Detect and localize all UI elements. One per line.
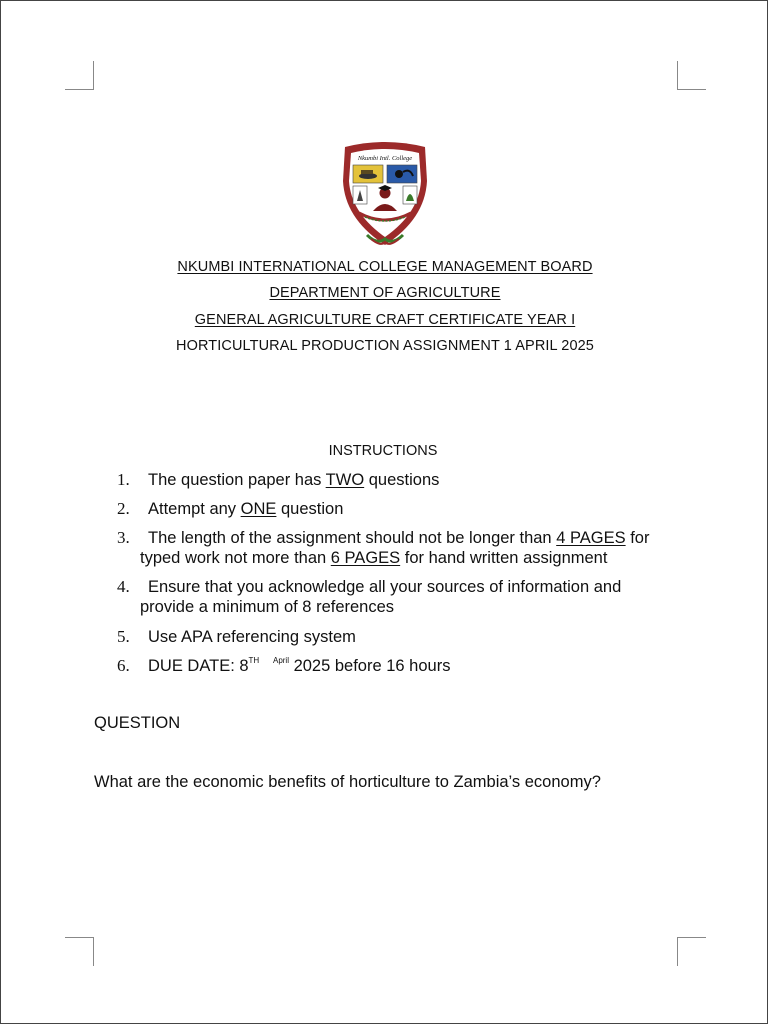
instruction-number: 2.	[117, 499, 130, 518]
college-crest-icon	[337, 141, 433, 251]
due-date-day: DUE DATE: 8	[148, 657, 249, 675]
instruction-text: question	[276, 500, 344, 518]
instruction-number: 1.	[117, 470, 130, 489]
instruction-text: provide a minimum of 8 references	[140, 598, 395, 616]
instruction-emphasis: ONE	[240, 500, 277, 518]
header-board-title: NKUMBI INTERNATIONAL COLLEGE MANAGEMENT BOARD	[177, 259, 593, 275]
instructions-title: INSTRUCTIONS	[328, 443, 438, 459]
due-date-ordinal: TH	[248, 656, 260, 665]
crop-mark-bottom-right	[677, 937, 706, 966]
instruction-text: The question paper has	[148, 471, 326, 489]
question-text: What are the economic benefits of horticulture to Zambia’s economy?	[94, 773, 601, 791]
due-date-month: April	[272, 656, 289, 665]
instruction-emphasis: 4 PAGES	[556, 529, 626, 547]
svg-text:Nkumbi Intl. College: Nkumbi Intl. College	[357, 155, 413, 162]
crop-mark-bottom-left	[65, 937, 94, 966]
instruction-text: questions	[364, 471, 440, 489]
instruction-number: 5.	[117, 627, 130, 646]
instruction-text: typed work not more than	[140, 549, 331, 567]
instruction-number: 6.	[117, 656, 130, 675]
instruction-number: 3.	[117, 528, 130, 547]
question-label: QUESTION	[94, 714, 181, 732]
college-logo	[337, 141, 433, 251]
instruction-text: for	[625, 529, 650, 547]
instruction-emphasis: 6 PAGES	[330, 549, 401, 567]
instruction-text: The length of the assignment should not be longer than	[148, 529, 557, 547]
instruction-text: for hand written assignment	[400, 549, 608, 567]
instruction-text: Ensure that you acknowledge all your sources of information and	[148, 578, 622, 596]
crop-mark-top-right	[677, 61, 706, 90]
header-department: DEPARTMENT OF AGRICULTURE	[269, 285, 501, 301]
header-course: GENERAL AGRICULTURE CRAFT CERTIFICATE YEAR I	[194, 312, 576, 328]
instruction-emphasis: TWO	[325, 471, 365, 489]
instruction-text: Use APA referencing system	[148, 628, 356, 646]
crop-mark-top-left	[65, 61, 94, 90]
due-date-year-time: 2025 before 16 hours	[289, 657, 451, 675]
instruction-number: 4.	[117, 577, 130, 596]
instruction-text: Attempt any	[148, 500, 241, 518]
header-assignment: HORTICULTURAL PRODUCTION ASSIGNMENT 1 APRIL 2025	[176, 338, 594, 354]
